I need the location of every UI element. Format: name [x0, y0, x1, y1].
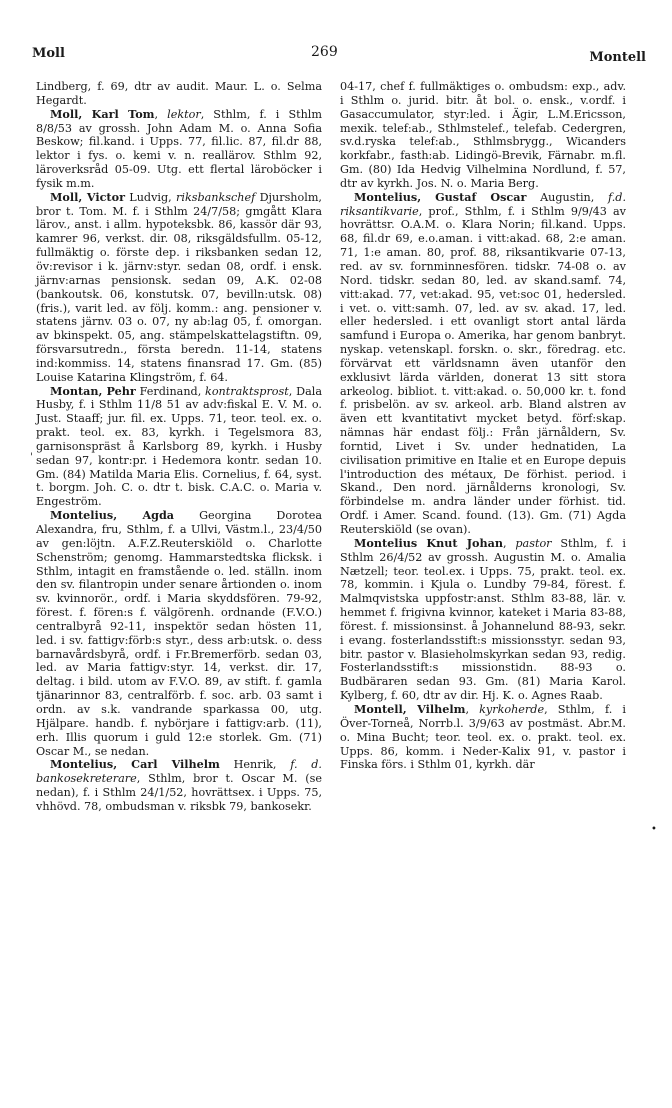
- entry-title: kyrkoherde: [479, 702, 545, 716]
- entry-text: , Sthlm, bror t. Oscar M. (se nedan), f. i Sthlm 24/1/52, hovrättsex. i Upps. 75, vhhövd. 78, ombudsman v. riksbk 79, bankosekr.: [36, 772, 322, 813]
- entry-surname: Montell,: [354, 701, 418, 716]
- entry-surname: Montelius Knut: [354, 535, 467, 550]
- entry-names: Ferdinand,: [135, 384, 206, 398]
- entry-text: , prof., Sthlm, f. i Sthlm 9/9/43 av hovrättsr. O.A.M. o. Klara Norin; fil.kand. Upps. 68, fil.dr 69, e.o.aman. i vitt:akad. 68, 2:e aman. 71, 1:e aman. 80, prof. 88, riksantikvarie 07-13, red. av sv. fornminnesfören. tidskr. 74-08 o. av Nord. tidskr. sedan 80, led. av skand.samf. 74, vitt:akad. 77, vet:akad. 95, vet:soc 01, hedersled. i vet. o. vitt:samh. 07, led. av sv. akad. 17, led. eller hedersled. i ett ovanligt stort antal lärda samfund i Europa o. Amerika, har genom banbryt. nyskap. vetenskapl. forskn. o. skr., föredrag. etc. förvärvat ett världsnamn även utanför den exklusivt lärda världen, donerat 13 sitt stora arkeolog. bibliot. t. vitt:akad. o. 50,000 kr. t. fond f. prisbelön. av sv. arkeol. arb. Bland alstren av även ett kvantitativt mycket betyd. förf:skap. nämnas här endast följ.: Från järnåldern, Sv. forntid, Livet i Sv. under hednatiden, La civilisation primitive en Italie et en Europe depuis l'introduction des métaux, De förhist. period. i Skand., Den nord. järnålderns kronologi, Sv. förbindelse m. andra länder under förhist. tid. Ordf. i Amer. Scand. found. (13). Gm. (71) Agda Reuterskiöld (se ovan).: [340, 204, 626, 536]
- entry-surname: Montelius, Carl: [50, 757, 172, 772]
- biography-entry: [36, 108, 322, 191]
- biography-entry: [340, 80, 626, 191]
- biography-entry: [36, 509, 322, 758]
- entry-given-name: Agda: [142, 508, 175, 523]
- entry-text: Sthlm, f. i Sthlm 26/4/52 av grossh. Augustin M. o. Amalia Nætzell; teor. teol.ex. i Upps. 75, prakt. teol. ex. 78, kommin. i Kjula o. Lundby 79-84, förest. f. Malmqvistska uppfostr:anst. Sthlm 83-88, lär. v. hemmet f. frigivna kvinnor, kateket i Maria 83-88, förest. f. missionsinst. å Johannelund 88-93, sekr. i evang. fosterlandsstift:s missionsstyr. sedan 93, bitr. pastor v. Blasieholmskyrkan sedan 93, redig. Fosterlandsstift:s missionstidn. 88-93 o. Budbäraren sedan 93. Gm. (81) Maria Karol. Kylberg, f. 60, dtr av dir. Hj. K. o. Agnes Raab.: [340, 536, 626, 703]
- margin-mark: ': [30, 452, 33, 463]
- left-column: [36, 80, 322, 814]
- page-number: 269: [311, 44, 338, 60]
- entry-surname: Montelius,: [50, 508, 143, 523]
- right-column: [340, 80, 626, 772]
- entry-names: ,: [154, 107, 168, 121]
- entry-given-name: Victor: [86, 189, 125, 204]
- biography-entry: [340, 191, 626, 537]
- entry-names: Georgina Dorotea Alexandra, fru, Sthlm, f. a Ullvi, Västm.l., 23/4/50 av gen:löjtn. A.F.Z.Reuterskiöld o. Charlotte Schenström; genomg. Hammarstedtska flicksk. i Sthlm, intagit en framstående o. led. ställn. inom den sv. filantropin under senare årtionden o. inom sv. kvinnorör., ordf. i Maria skyddsfören. 79-92, förest. f. fören:s f. välgörenh. ordnande (F.V.O.) centralbyrå 92-11, inspektör sedan hösten 11, led. i sv. fattigv:förb:s styr., dess arb:utsk. o. dess barnavårdsbyrå, ordf. i Fr.Bremerförb. sedan 03, led. av Maria fattigv:styr. 14, verkst. dir. 17, deltag. i bild. utom av F.V.O. 89, av stift. f. gamla tjänarinnor 83, centralförb. f. soc. arb. 03 samt i ordn. av s.k. vandrande sparkassa 00, utg. Hjälpare. handb. f. nybörjare i fattigv:arb. (11), erh. Illis quorum i guld 12:e storlek. Gm. (71) Oscar M., se nedan.: [36, 509, 322, 758]
- entry-text: , Sthlm, f. i Över-Torneå, Norrb.l. 3/9/63 av postmäst. Abr.M. o. Mina Bucht; teor. teol. ex. o. prakt. teol. ex. Upps. 86, komm. i Neder-Kalix 91, v. pastor i Finska förs. i Sthlm 01, kyrkh. där: [340, 702, 626, 772]
- entry-names: ,: [502, 536, 516, 550]
- margin-mark: •: [651, 824, 657, 835]
- entry-given-name: Montan, Pehr: [50, 383, 136, 398]
- entry-text: , Sthlm, f. i Sthlm 8/8/53 av grossh. John Adam M. o. Anna Sofia Beskow; fil.kand. i Upps. 77, fil.lic. 87, fil.dr 88, lektor i fys. o. kemi v. n. reallärov. Sthlm 92, läroverksråd 05-09. Utg. ett flertal läroböcker i fysik m.m.: [36, 107, 322, 190]
- biography-entry: [36, 385, 322, 510]
- biography-entry: [340, 537, 626, 703]
- entry-surname: Moll, Karl: [50, 106, 129, 121]
- entry-title: riksbankschef: [176, 190, 256, 204]
- entry-title: kontraktsprost: [205, 384, 289, 398]
- biography-entry: [340, 703, 626, 772]
- biography-entry: [36, 80, 322, 108]
- biography-entry: [36, 758, 322, 813]
- entry-text: , Dala Husby, f. i Sthlm 11/8 51 av adv:fiskal E. V. M. o. Just. Staaff; jur. fil. ex. Upps. 71, teor. teol. ex. o. prakt. teol. ex. 83, kyrkh. i Tegelsmora 83, garnisonspräst å Karlsborg 89, kyrkh. i Husby sedan 97, kontr:pr. i Hedemora kontr. sedan 10. Gm. (84) Matilda Maria Elis. Cornelius, f. 64, syst. t. borgm. Joh. C. o. dtr t. bisk. C.A.C. o. Maria v. Engeström.: [36, 384, 323, 509]
- entry-names: Augustin,: [526, 190, 608, 204]
- entry-text: Lindberg, f. 69, dtr av audit. Maur. L. o. Selma Hegardt.: [36, 80, 322, 107]
- entry-names: ,: [465, 702, 480, 716]
- entry-given-name: Oscar: [490, 189, 527, 204]
- entry-surname: Montelius, Gustaf: [354, 189, 491, 204]
- entry-title: lektor: [167, 107, 201, 121]
- entry-text: Djursholm, bror t. Tom. M. f. i Sthlm 24/7/58; gmgått Klara lärov., anst. i allm. hypoteksbk. 86, kassör där 93, kamrer 96, verkst. dir. 08, riksgäldsfullm. 05-12, fullmäktig o. förste dep. i riksbanken sedan 12, öv:revisor i k. järnv:styr. sedan 08, ordf. i ensk. järnv:arnas pensionsk. sedan 09, A.K. 02-08 (bankoutsk. 06, konstutsk. 07, bevilln:utsk. 08) (fris.), varit led. av följ. komm.: ang. pensioner v. statens järnv. 03 o. 07, ny ab:lag 05, f. omorgan. av bkinspekt. 05, ang. stämpelskattelagstiftn. 09, försvarsutredn., första beredn. 11-14, statens ind:kommiss. 14, statens finansrad 17. Gm. (85) Louise Katarina Klingström, f. 64.: [36, 190, 322, 384]
- entry-title: f.d. riksantikvarie: [340, 190, 626, 218]
- entry-title: pastor: [515, 536, 552, 550]
- entry-text: 04-17, chef f. fullmäktiges o. ombudsm: exp., adv. i Sthlm o. jurid. bitr. åt bol. o. ensk., v.ordf. i Gasaccumulator, styr:led. i Ägir, L.M.Ericsson, mexik. telef:ab., Sthlmstelef., telefab. Cedergren, sv.d.ryska telef:ab., Sthlmsbrygg., Wicanders korkfabr., fasth:ab. Lidingö-Brevik, Färnabr. m.fl. Gm. (80) Ida Hedvig Vilhelmina Nordlund, f. 57, dtr av kyrkh. Jos. N. o. Maria Berg.: [340, 80, 626, 190]
- entry-title: f. d. bankosekreterare: [36, 758, 322, 786]
- running-head-right: Montell: [589, 50, 646, 65]
- entry-given-name: Vilhelm: [171, 757, 220, 772]
- entry-given-name: Vilhelm: [417, 701, 466, 716]
- running-head-left: Moll: [32, 46, 65, 61]
- entry-names: Henrik,: [219, 758, 291, 772]
- entry-given-name: Tom: [128, 106, 155, 121]
- entry-names: Ludvig,: [124, 190, 177, 204]
- entry-surname: Moll,: [50, 189, 87, 204]
- biography-entry: [36, 191, 322, 385]
- entry-given-name: Johan: [466, 535, 503, 550]
